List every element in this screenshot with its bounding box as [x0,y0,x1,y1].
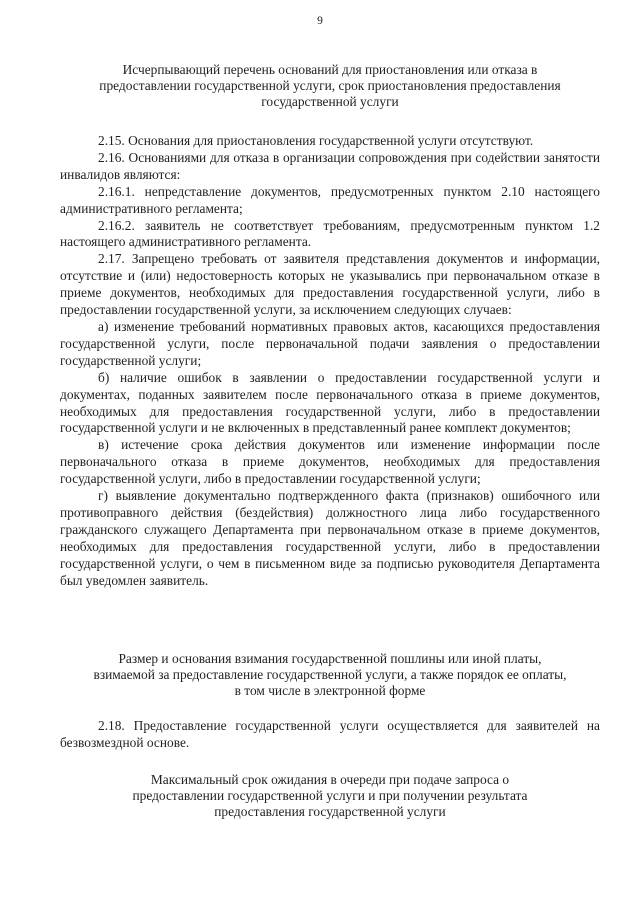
paragraph-2-16: 2.16. Основаниями для отказа в организации сопровождения при содействии занятости инвалидов являются: [60,149,600,182]
paragraph-2-18: 2.18. Предоставление государственной услуги осуществляется для заявителей на безвозмездной основе. [60,718,600,750]
heading-line: в том числе в электронной форме [234,683,426,698]
heading-line: государственной услуги [261,94,399,109]
paragraph-2-17-g: г) выявление документально подтвержденного факта (признаков) ошибочного или противоправного действия (бездействия) должностного лица либо государственного гражданского служащего Департамента при первоначальном отказе в приеме документов, необходимых для предоставления государственной услуги, либо в предоставлении государственной услуги, о чем в письменном виде за подписью руководителя Департамента был уведомлен заявитель. [60,488,600,588]
section-body-fees [60,718,600,752]
heading-line: предоставлении государственной услуги и при получении результата [132,788,528,803]
heading-line: предоставлении государственной услуги, срок приостановления предоставления [99,78,561,93]
paragraph-2-17-a: а) изменение требований нормативных правовых актов, касающихся предоставления государственной услуги, после первоначальной подачи заявления о предоставлении государственной услуги; [60,318,600,368]
section-heading-fees [60,651,600,699]
section-heading-queue-time [60,772,600,820]
heading-line: Размер и основания взимания государственной пошлины или иной платы, [118,651,542,666]
paragraph-2-16-1: 2.16.1. непредставление документов, предусмотренных пунктом 2.10 настоящего административного регламента; [60,183,600,216]
page-number: 9 [317,15,323,27]
heading-line: Исчерпывающий перечень оснований для приостановления или отказа в [122,62,538,77]
paragraph-2-16-2: 2.16.2. заявитель не соответствует требованиям, предусмотренным пунктом 1.2 настоящего административного регламента. [60,217,600,250]
heading-line: взимаемой за предоставление государственной услуги, а также порядок ее оплаты, [93,667,567,682]
paragraph-2-15: 2.15. Основания для приостановления государственной услуги отсутствуют. [98,133,534,148]
heading-line: Максимальный срок ожидания в очереди при подаче запроса о [150,772,510,787]
section-body-grounds [60,133,600,589]
heading-line: предоставления государственной услуги [214,804,446,819]
paragraph-2-17: 2.17. Запрещено требовать от заявителя представления документов и информации, отсутствие и (или) недостоверность которых не указывались при первоначальном отказе в приеме документов, необходимых для предоставления государственной услуги, либо в предоставлении государственной услуги, за исключением следующих случаев: [60,251,600,318]
section-heading-suspension-grounds [60,62,600,110]
paragraph-2-17-b: б) наличие ошибок в заявлении о предоставлении государственной услуги и документах, поданных заявителем после первоначального отказа в приеме документов, необходимых для предоставления государственной услуги, либо в предоставлении государственной услуги и не включенных в представленный ранее комплект документов; [60,369,600,436]
paragraph-2-17-v: в) истечение срока действия документов или изменение информации после первоначального отказа в приеме документов, необходимых для предоставления государственной услуги, либо в предоставлении государственной услуги; [60,437,600,487]
